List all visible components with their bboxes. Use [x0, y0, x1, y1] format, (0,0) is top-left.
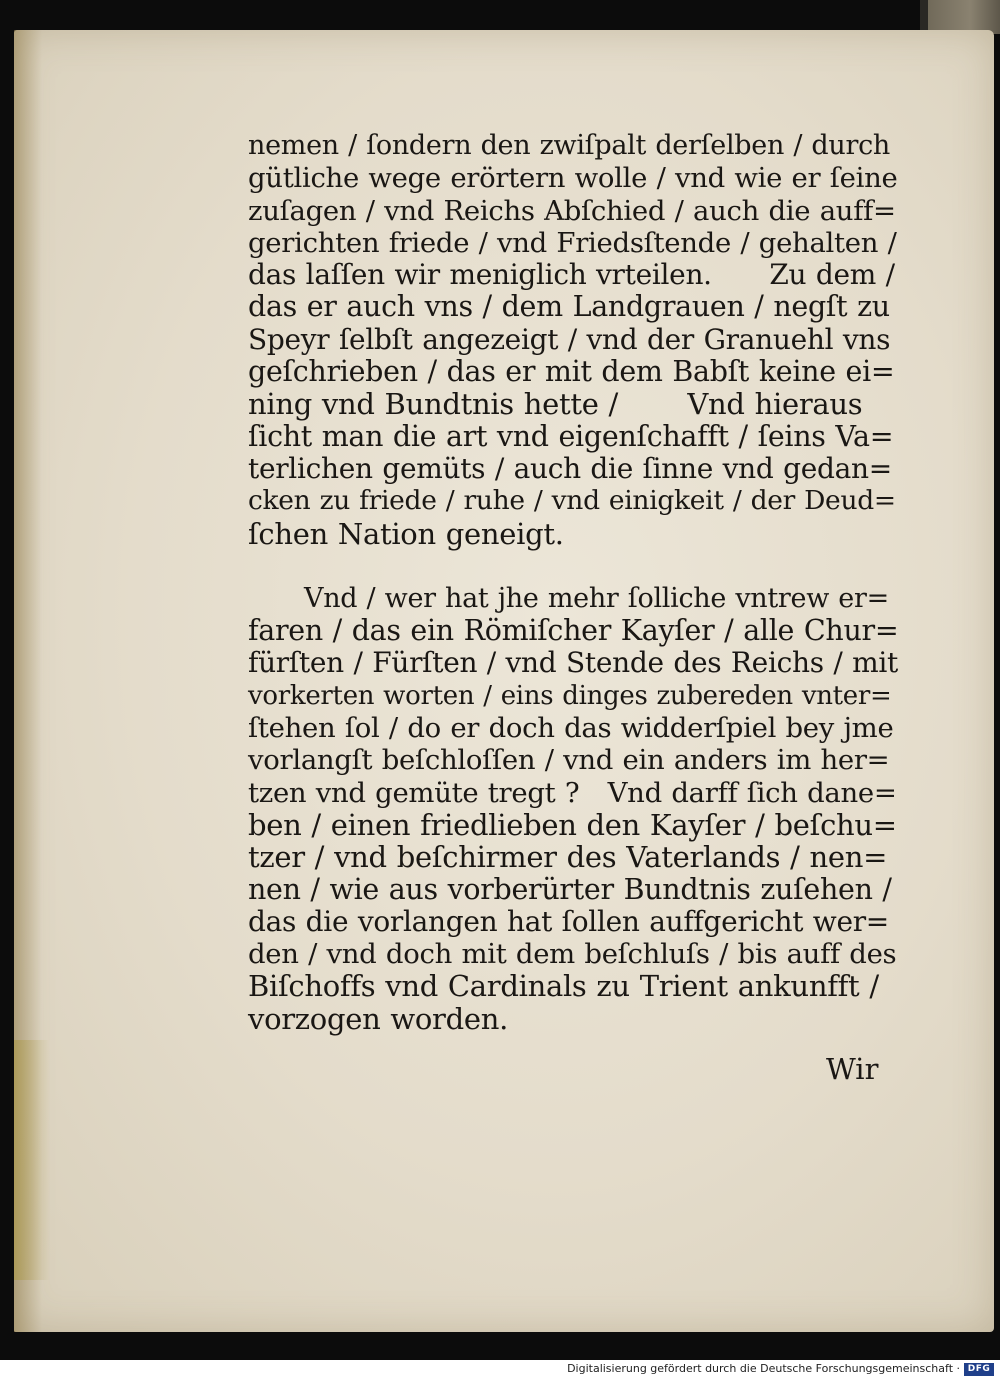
text-line: den / vnd doch mit dem beſchluſs / bis auff des	[248, 938, 897, 971]
text-line: zuſagen / vnd Reichs Abſchied / auch die auff=	[248, 194, 896, 227]
catchword: Wir	[826, 1052, 879, 1086]
text-line: ſchen Nation geneigt.	[248, 516, 564, 551]
text-line: gerichten friede / vnd Friedsſtende / gehalten /	[248, 226, 897, 259]
text-line: Biſchoffs vnd Cardinals zu Trient ankunfft /	[248, 969, 879, 1004]
paragraph-2	[248, 583, 898, 1035]
text-line: fürſten / Fürſten / vnd Stende des Reichs / mit	[248, 646, 898, 680]
text-line: das laſſen wir meniglich vrteilen. Zu dem /	[248, 258, 895, 292]
paragraph-1	[248, 130, 898, 550]
text-line: ning vnd Bundtnis hette / Vnd hieraus	[248, 387, 863, 422]
text-line: ſicht man die art vnd eigenſchafft / ſeins Va=	[248, 419, 894, 453]
text-line: ben / einen friedlieben den Kayſer / beſchu=	[248, 807, 897, 842]
dfg-logo: DFG	[964, 1363, 994, 1376]
page-stain	[14, 1040, 50, 1280]
text-line: geſchrieben / das er mit dem Babſt keine ei=	[248, 355, 895, 389]
text-line: Speyr ſelbſt angezeigt / vnd der Granuehl vns	[248, 322, 891, 356]
text-line: nen / wie aus vorberürter Bundtnis zuſehen /	[248, 872, 892, 906]
text-line: cken zu friede / ruhe / vnd einigkeit / der Deud=	[248, 485, 896, 517]
text-line: faren / das ein Römiſcher Kayſer / alle Chur=	[248, 614, 899, 648]
text-line: ſtehen ſol / do er doch das widderſpiel bey jme	[248, 712, 894, 745]
text-line: vorzogen worden.	[248, 1001, 509, 1036]
text-line: vorkerten worten / eins dinges zubereden vnter=	[248, 680, 892, 711]
text-line: terlichen gemüts / auch die ſinne vnd gedan=	[248, 451, 892, 485]
body-text	[248, 130, 898, 1035]
text-line: nemen / ſondern den zwiſpalt derſelben / durch	[248, 130, 891, 161]
paragraph-gap	[248, 550, 898, 583]
binding-board	[925, 0, 1000, 34]
text-line: Vnd / wer hat jhe mehr ſolliche vntrew er=	[304, 582, 889, 614]
text-line: gütliche wege erörtern wolle / vnd wie er ſeine	[248, 162, 898, 195]
text-line: tzen vnd gemüte tregt ? Vnd darff ſich dane=	[248, 776, 897, 809]
funding-credit: Digitalisierung gefördert durch die Deutsche Forschungsgemeinschaft ·	[567, 1362, 960, 1375]
text-line: vorlangſt beſchloſſen / vnd ein anders im her=	[248, 744, 890, 777]
text-line: das die vorlangen hat ſollen auffgericht wer=	[248, 904, 889, 938]
text-line: das er auch vns / dem Landgrauen / negſt zu	[248, 290, 890, 324]
text-line: tzer / vnd beſchirmer des Vaterlands / nen=	[248, 840, 888, 875]
